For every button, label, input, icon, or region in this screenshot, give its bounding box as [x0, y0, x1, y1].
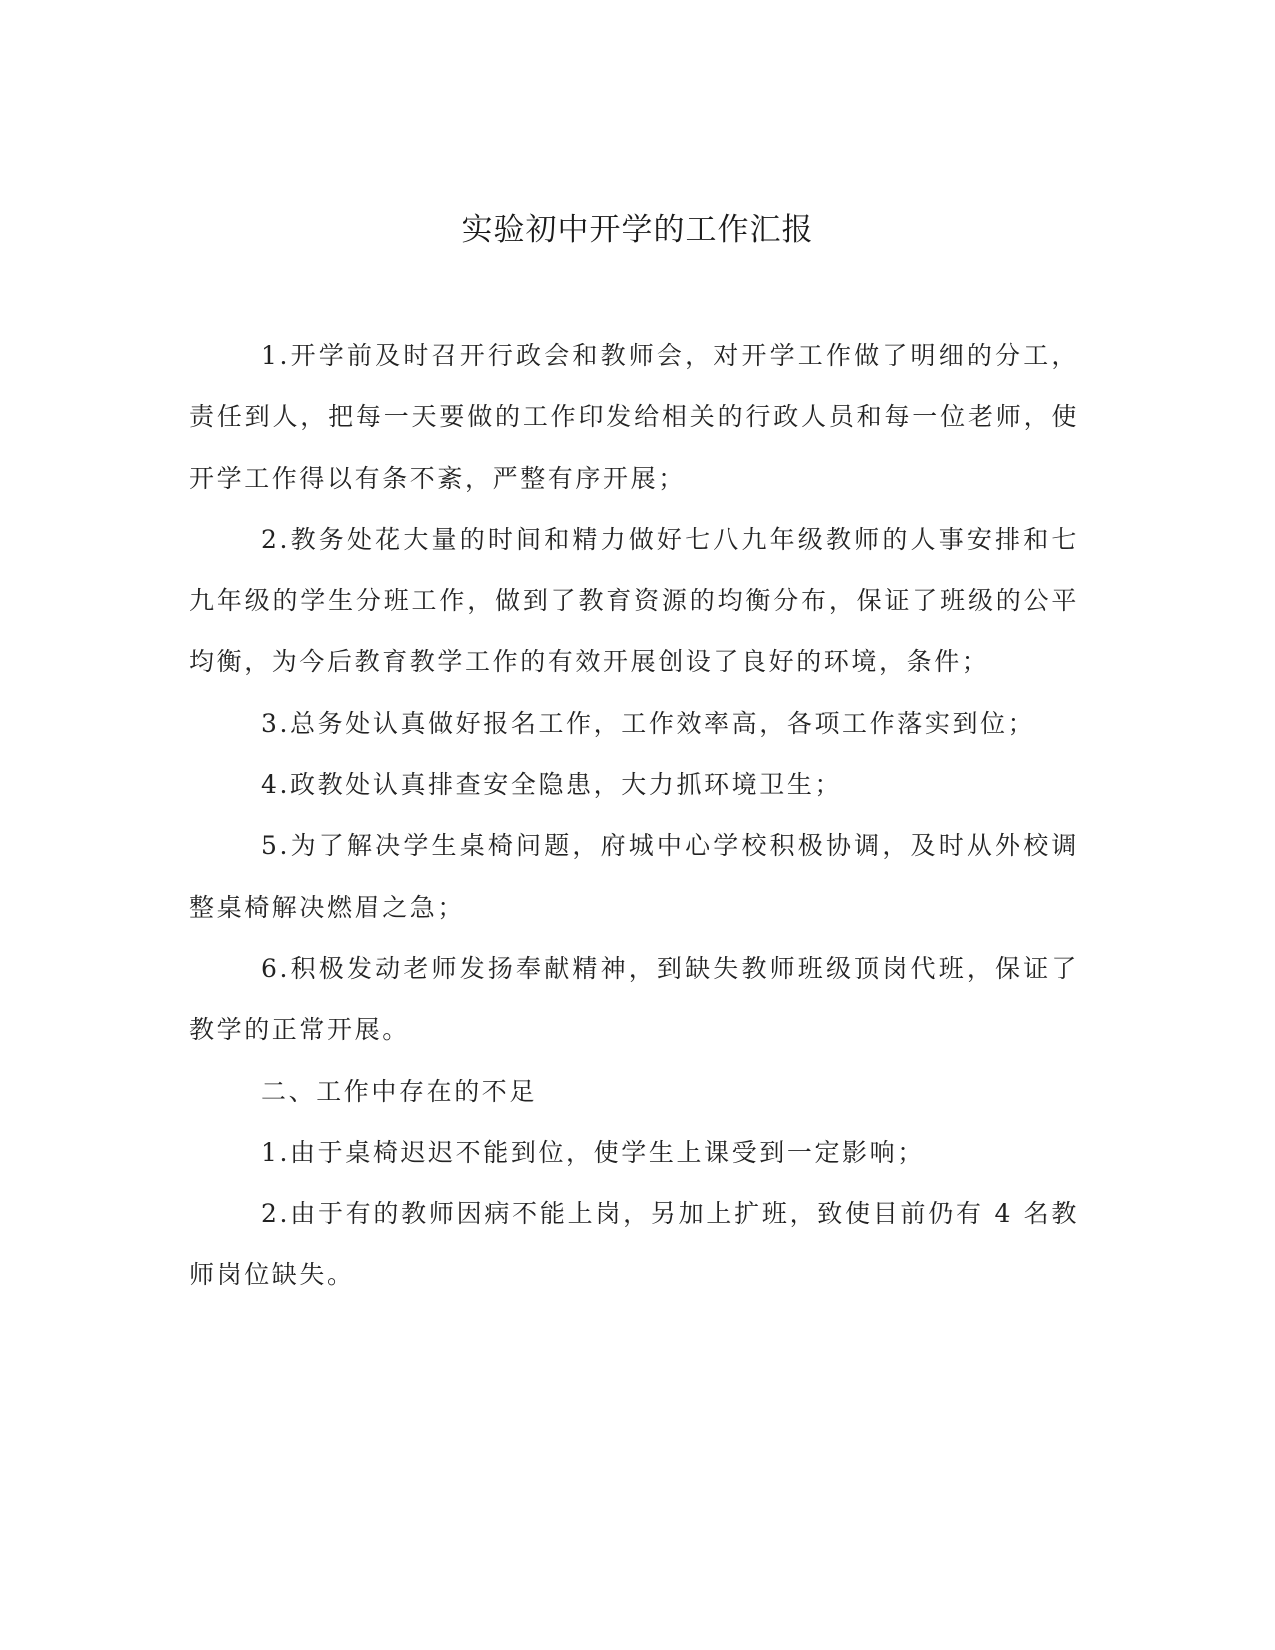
paragraph-3: 3.总务处认真做好报名工作，工作效率高，各项工作落实到位； [261, 708, 1036, 738]
paragraph-1: 1.开学前及时召开行政会和教师会，对开学工作做了明细的分工，责任到人，把每一天要做的工作印发给相关的行政人员和每一位老师，使开学工作得以有条不紊，严整有序开展； [189, 341, 1079, 493]
paragraph-2: 2.教务处花大量的时间和精力做好七八九年级教师的人事安排和七九年级的学生分班工作，做到了教育资源的均衡分布，保证了班级的公平均衡，为今后教育教学工作的有效开展创设了良好的环境，条件； [189, 524, 1079, 677]
paragraph-7: 1.由于桌椅迟迟不能到位，使学生上课受到一定影响； [261, 1137, 925, 1167]
paragraph-4: 4.政教处认真排查安全隐患，大力抓环境卫生； [261, 770, 843, 800]
paragraph-5: 5.为了解决学生桌椅问题，府城中心学校积极协调，及时从外校调整桌椅解决燃眉之急； [189, 831, 1079, 922]
document-title: 实验初中开学的工作汇报 [461, 212, 814, 248]
section-heading-shortcomings: 二、工作中存在的不足 [261, 1076, 538, 1106]
paragraph-6: 6.积极发动老师发扬奉献精神，到缺失教师班级顶岗代班，保证了教学的正常开展。 [189, 953, 1079, 1045]
paragraph-8: 2.由于有的教师因病不能上岗，另加上扩班，致使目前仍有 4 名教师岗位缺失。 [189, 1199, 1079, 1290]
document-body [189, 325, 1079, 1306]
